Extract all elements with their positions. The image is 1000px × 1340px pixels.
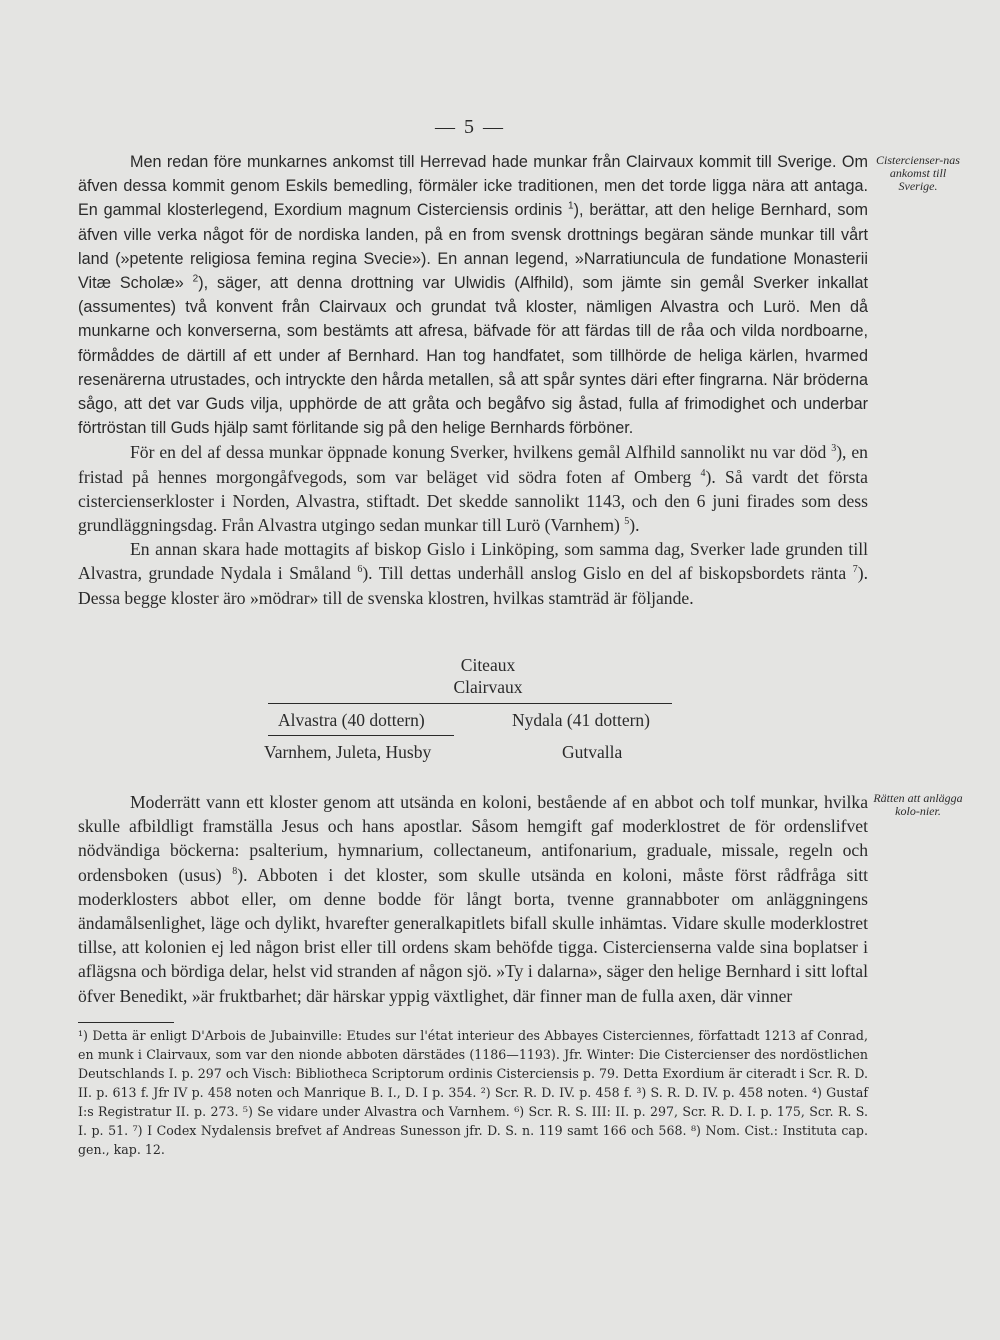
footnote-text: ¹) Detta är enligt D'Arbois de Jubainville: Etudes sur l'état interieur des Abbayes Cisterciennes, författadt 1213 af Conrad, en munk i Clairvaux, som var den nionde abboten därstädes (1186—1193). Jfr. Winter: Die Cistercienser des nordöstlichen Deutschlands I. p. 297 och Visch: Bibliotheca Scriptorum ordinis Cisterciensis p. 79. Detta Exordium är citeradt i Scr. R. D. II. p. 613 f. Jfr IV p. 458 noten och Manrique B. I., D. I p. 354. ²) Scr. R. D. IV. p. 458 f. ³) S. R. D. IV. p. 458 noten. ⁴) Gustaf I:s Registratur II. p. 273. ⁵) Se vidare under Alvastra och Varnhem. ⁶) Scr. R. S. III: II. p. 297, Scr. R. D. I. p. 175, Scr. R. S. I. p. 51. ⁷) I Codex Nydalensis brefvet af Andreas Sunesson jfr. D. S. n. 119 samt 166 och 568. ⁸) Nom. Cist.: Instituta cap. gen., kap. 12. xyxy=(78,1028,868,1157)
text-run: Moderrätt vann ett kloster genom att utsända en koloni, bestående af en abbot och tolf munkar, hvilka skulle afbildligt framställa Jesus och hans apostlar. Såsom hemgift gaf moderklostret de för ordenslifvet nödvändiga böckerna: psalterium, hymnarium, collectaneum, antifonarium, graduale, missale, regeln och ordensboken (usus) xyxy=(78,792,868,885)
footnote-divider xyxy=(78,1022,174,1023)
main-text-section-1 xyxy=(78,150,868,610)
footnote-ref: 1 xyxy=(568,201,574,213)
paragraph xyxy=(78,537,868,610)
text-run: ). Till dettas underhåll anslog Gislo en del af biskopsbordets ränta xyxy=(362,563,853,584)
footnote-ref: 2 xyxy=(192,273,199,285)
page-number: — 5 — xyxy=(435,116,505,138)
footnote-ref: 3 xyxy=(831,443,837,455)
text-run: ). Dessa begge kloster äro »mödrar» till de svenska klostren, hvilkas stamträd är följande. xyxy=(78,563,869,608)
tree-branch-line xyxy=(268,735,454,736)
tree-node-alvastra: Alvastra (40 dottern) xyxy=(278,710,425,730)
tree-leaf-gutvalla: Gutvalla xyxy=(562,742,623,762)
main-text-section-2 xyxy=(78,790,868,1008)
text-run: En annan skara hade mottagits af biskop Gislo i Linköping, som samma dag, Sverker lade grunden till Alvastra, grundade Nydala i Småland xyxy=(78,539,868,584)
footnote-ref: 6 xyxy=(357,564,363,576)
text-run: För en del af dessa munkar öppnade konung Sverker, hvilkens gemål Alfhild sannolikt nu var död xyxy=(130,442,832,463)
footnote-ref: 7 xyxy=(852,564,858,576)
text-run: ). xyxy=(629,515,640,536)
tree-node-clairvaux: Clairvaux xyxy=(453,677,523,697)
footnotes xyxy=(78,1026,868,1159)
text-run: ), en fristad på hennes morgongåfvegods, som var beläget vid södra foten af Omberg xyxy=(78,442,868,487)
tree-leaf-varnhem-juleta-husby: Varnhem, Juleta, Husby xyxy=(264,742,432,762)
paragraph xyxy=(78,790,868,1008)
footnote-ref: 4 xyxy=(700,467,706,479)
text-run: ). Så vardt det första cistercienserkloster i Norden, Alvastra, stiftadt. Det skedde sannolikt 1143, och den 6 juni firades som dess grundläggningsdag. Från Alvastra utgingo sedan munkar till Lurö (Varnhem) xyxy=(78,466,868,536)
tree-root-citeaux: Citeaux xyxy=(460,655,516,675)
margin-note-right-to-colonize: Rätten att anlägga kolo-nier. xyxy=(873,791,963,818)
paragraph xyxy=(78,150,868,440)
paragraph xyxy=(78,440,868,537)
text-run: ). Abboten i det kloster, som skulle utsända en koloni, måste först rådfråga sitt moderklosters abbot eller, om denne bodde för långt borta, tvenne grannabboter om anläggningens ändamålsenlighet, läge och dylikt, hvarefter generalkapitlets bifall skulle inhämtas. Vidare skulle moderklostret tillse, att kolonien ej led någon brist eller till ordens skam behöfde tigga. Cistercienserna valde sina boplatser i aflägsna och bördiga delar, helst vid stranden af någon sjö. »Ty i dalarna», säger den helige Bernhard i sitt loftal öfver Benedikt, »är fruktbarhet; där härskar yppig växtlighet, där finner man de fulla axen, där vinner xyxy=(78,864,868,1006)
footnote-ref: 8 xyxy=(232,865,238,877)
text-run: ), säger, att denna drottning var Ulwidis (Alfhild), som jämte sin gemål Sverker inkallat (assumentes) två konvent från Clairvaux och grundat två kloster, nämligen Alvastra och Lurö. Men då munkarne och konverserna, som bestämts att afresa, bäfvade för att färdas till de råa och vilda nordboarne, förmåddes de därtill af ett under af Bernhard. Han tog handfatet, som tillhörde de heliga kärlen, hvarmed resenärerna utrustades, och intryckte den hårda metallen, så att spår syntes däri efter fingrarna. När bröderna sågo, att det var Guds vilja, upphörde de att gråta och begåfvo sig åstad, fulla af frimodighet och underbar förtröstan till Guds hjälp samt förlitande sig på den helige Bernhards förböner. xyxy=(78,274,869,438)
margin-note-cistercians-arrival: Cistercienser-nas ankomst till Sverige. xyxy=(876,153,960,193)
tree-node-nydala: Nydala (41 dottern) xyxy=(512,710,651,730)
footnote-ref: 5 xyxy=(624,516,630,528)
tree-branch-line xyxy=(268,703,672,704)
text-run: ), berättar, att den helige Bernhard, som äfven ville verka något för de nordiska landen, på en from svensk drottnings begäran sände munkar till vårt land (»petente religiosa femina regina Svecie»). En annan legend, »Narratiuncula de fundatione Monasterii Vitæ Scholæ» xyxy=(78,201,868,293)
text-run: Men redan före munkarnes ankomst till Herrevad hade munkar från Clairvaux kommit till Sverige. Om äfven dessa kommit genom Eskils bemedling, förmäler icke traditionen, men det torde ligga nära att antaga. En gammal klosterlegend, Exordium magnum Cisterciensis ordinis xyxy=(78,153,868,220)
